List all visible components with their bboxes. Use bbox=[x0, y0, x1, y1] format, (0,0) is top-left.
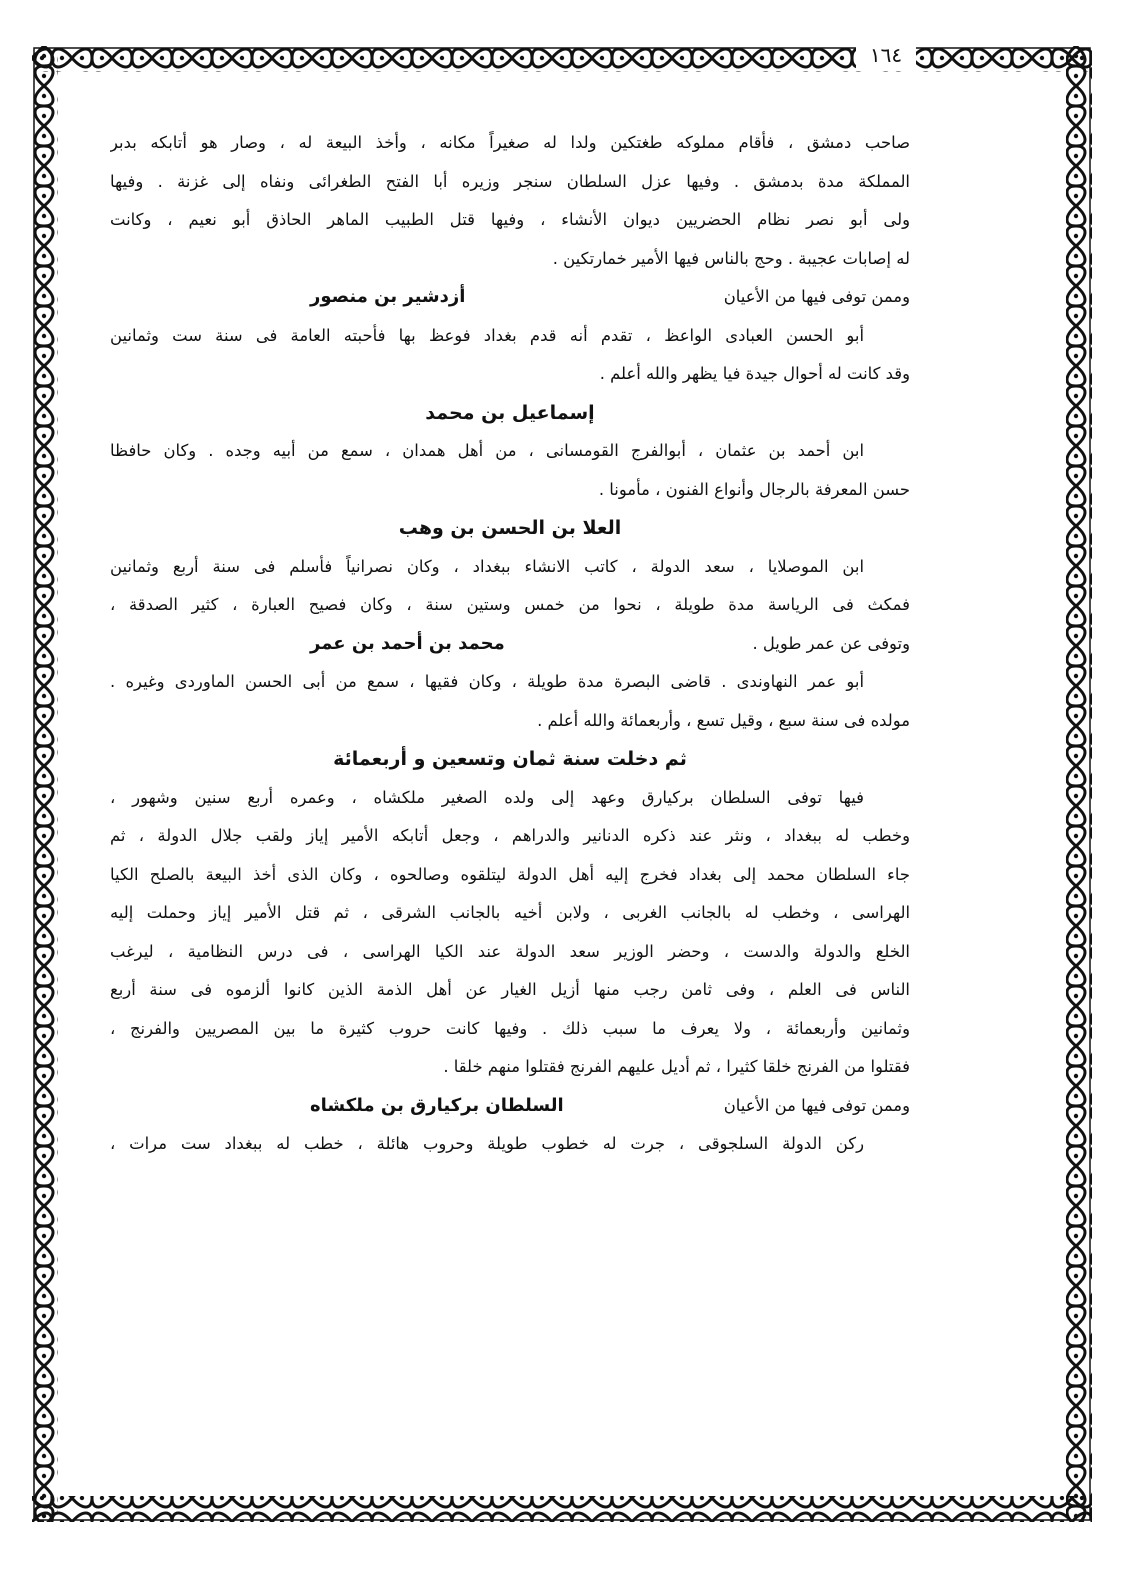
entry-end-text: وتوفى عن عمر طويل . bbox=[752, 633, 910, 653]
text-line: الهراسى ، وخطب له بالجانب الغربى ، ولابن أخيه بالجانب الشرقى ، ثم قتل الأمير إياز وحملت إليه bbox=[110, 903, 910, 922]
obituary-intro-line bbox=[110, 278, 910, 317]
text-line: الناس فى العلم ، وفى ثامن رجب منها أزيل الغيار عن أهل الذمة الذين كانوا ألزموه فى سنة أربع bbox=[110, 980, 910, 999]
text-line: حسن المعرفة بالرجال وأنواع الفنون ، مأمونا . bbox=[598, 479, 910, 499]
entry-heading: محمد بن أحمد بن عمر bbox=[310, 632, 505, 654]
text-line: أبو عمر النهاوندى . قاضى البصرة مدة طويلة ، وكان فقيها ، سمع من أبى الحسن الماوردى وغيره . bbox=[110, 672, 864, 691]
text-line: الخلع والدولة والدست ، وحضر الوزير سعد الدولة عند الكيا الهراسى ، فى درس النظامية ، ليرغب bbox=[110, 941, 910, 961]
text-line: فمكث فى الرياسة مدة طويلة ، نحوا من خمس وستين سنة ، وكان فصيح العبارة ، كثير الصدقة ، bbox=[110, 595, 910, 614]
text-line: له إصابات عجيبة . وحج بالناس فيها الأمير خمارتكين . bbox=[552, 248, 910, 268]
text-line: ابن الموصلايا ، سعد الدولة ، كاتب الانشاء ببغداد ، وكان نصرانياً فأسلم فى سنة أربع وثمانين bbox=[110, 556, 864, 576]
entry-heading: السلطان بركيارق بن ملكشاه bbox=[310, 1094, 564, 1116]
text-line: جاء السلطان محمد إلى بغداد فخرج إليه أهل الدولة ليتلقوه وصالحوه ، وكان الذى أخذ البيعة بالصلح الكيا bbox=[110, 864, 910, 884]
text-line: ابن أحمد بن عثمان ، أبوالفرج القومسانى ، من أهل همدان ، سمع من أبيه وجده . وكان حافظا bbox=[110, 441, 864, 460]
text-line: مولده فى سنة سبع ، وقيل تسع ، وأربعمائة والله أعلم . bbox=[537, 710, 910, 730]
year-heading: ثم دخلت سنة ثمان وتسعين و أربعمائة bbox=[333, 748, 687, 770]
obituary-intro: وممن توفى فيها من الأعيان bbox=[723, 287, 910, 306]
text-line: وثمانين وأربعمائة ، ولا يعرف ما سبب ذلك . وفيها كانت حروب كثيرة ما بين المصريين والفرنج ، bbox=[110, 1018, 910, 1038]
text-line: ركن الدولة السلجوقى ، جرت له خطوب طويلة وحروب هائلة ، خطب له ببغداد ست مرات ، bbox=[110, 1134, 864, 1153]
entry-heading: أزدشير بن منصور bbox=[310, 286, 466, 307]
entry-heading: العلا بن الحسن بن وهب bbox=[398, 517, 622, 539]
obituary-intro-line bbox=[110, 1087, 910, 1126]
text-line: فقتلوا من الفرنج خلقا كثيرا ، ثم أديل عليهم الفرنج فقتلوا منهم خلقا . bbox=[443, 1057, 910, 1076]
obituary-intro: وممن توفى فيها من الأعيان bbox=[723, 1095, 910, 1115]
text-line: وخطب له ببغداد ، ونثر عند ذكره الدنانير والدراهم ، وجعل أتابكه الأمير إياز ولقب جلال الدولة ، ثم bbox=[110, 826, 910, 845]
page-number: ١٦٤ bbox=[856, 40, 916, 70]
page-body bbox=[110, 124, 910, 1164]
entry-end-line bbox=[110, 625, 910, 664]
text-line: المملكة مدة بدمشق . وفيها عزل السلطان سنجر وزيره أبا الفتح الطغرائى ونفاه إلى غزنة . وفيها bbox=[110, 171, 910, 191]
entry-heading: إسماعيل بن محمد bbox=[425, 401, 595, 424]
text-line: ولى أبو نصر نظام الحضريين ديوان الأنشاء ، وفيها قتل الطبيب الماهر الحاذق أبو نعيم ، وكانت bbox=[110, 210, 910, 229]
text-line: فيها توفى السلطان بركيارق وعهد إلى ولده الصغير ملكشاه ، وعمره أربع سنين وشهور ، bbox=[110, 787, 864, 807]
text-line: وقد كانت له أحوال جيدة فيا يظهر والله أعلم . bbox=[599, 364, 910, 383]
text-line: صاحب دمشق ، فأقام مملوكه طغتكين ولدا له صغيراً مكانه ، وأخذ البيعة له ، وصار هو أتابكه بدبر bbox=[110, 133, 910, 152]
text-line: أبو الحسن العبادى الواعظ ، تقدم أنه قدم بغداد فوعظ بها فأحبته العامة فى سنة ست وثمانين bbox=[110, 325, 864, 345]
